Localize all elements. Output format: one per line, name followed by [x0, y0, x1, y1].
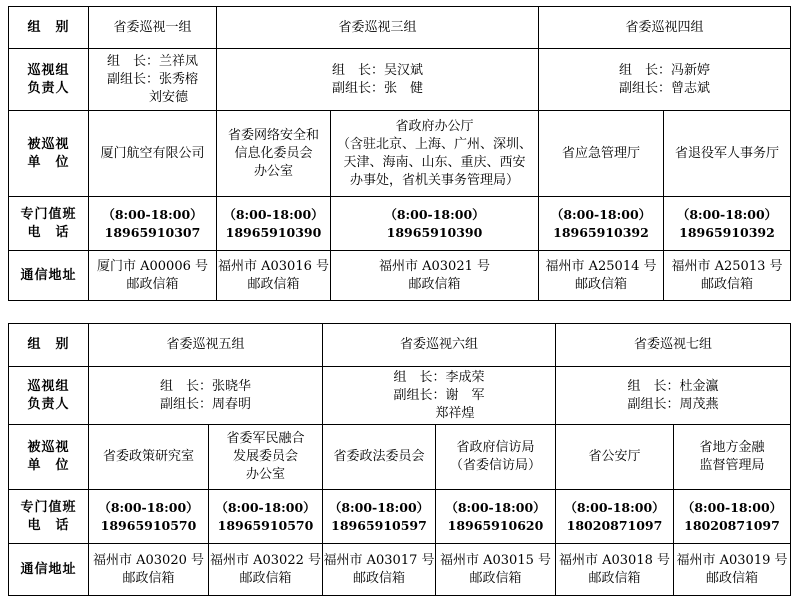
address-row	[9, 544, 791, 596]
group-name: 省委巡视六组	[323, 324, 556, 367]
leader-name: 组 长：李成荣	[393, 369, 485, 385]
leader-name: 组 长：杜金瀛	[627, 378, 719, 394]
leader-row	[9, 367, 791, 425]
address-cell: 福州市 A25014 号 邮政信箱	[539, 251, 664, 301]
leader-cell	[89, 367, 323, 425]
deputy-name: 副组长：周春明	[159, 396, 251, 412]
group-name: 省委巡视一组	[89, 7, 217, 49]
inspection-table-bottom	[8, 323, 791, 596]
address-cell: 福州市 A03022 号 邮政信箱	[209, 544, 323, 596]
deputy-name: 副组长：周茂燕	[627, 396, 719, 412]
target-row	[9, 425, 791, 490]
group-name: 省委巡视七组	[556, 324, 791, 367]
target-unit: 省政府办公厅 （含驻北京、上海、广州、深圳、 天津、海南、山东、重庆、西安 办事处，省机关事务管理局）	[331, 111, 539, 197]
phone-cell: （8:00-18:00） 18965910392	[539, 197, 664, 251]
leader-cell	[539, 49, 791, 111]
target-unit: 省应急管理厅	[539, 111, 664, 197]
phone-cell: （8:00-18:00） 18020871097	[674, 490, 791, 544]
leader-row	[9, 49, 791, 111]
leader-name: 组 长：冯新婷	[618, 62, 710, 78]
target-unit: 省地方金融 监督管理局	[674, 425, 791, 490]
phone-row	[9, 197, 791, 251]
leader-cell	[217, 49, 539, 111]
target-unit: 厦门航空有限公司	[89, 111, 217, 197]
leader-name: 组 长：兰祥凤	[106, 53, 198, 69]
deputy-name: 副组长：张 健	[331, 80, 423, 96]
leader-cell	[323, 367, 556, 425]
address-cell: 福州市 A03018 号 邮政信箱	[556, 544, 674, 596]
group-row	[9, 7, 791, 49]
group-header: 组 别	[9, 7, 89, 49]
target-header: 被巡视 单 位	[9, 111, 89, 197]
deputy-name-2: 刘安德	[148, 89, 188, 105]
leader-header: 巡视组 负责人	[9, 49, 89, 111]
phone-cell: （8:00-18:00） 18965910390	[331, 197, 539, 251]
address-cell: 福州市 A03015 号 邮政信箱	[436, 544, 556, 596]
leader-cell	[89, 49, 217, 111]
target-row	[9, 111, 791, 197]
target-unit: 省退役军人事务厅	[664, 111, 791, 197]
target-header: 被巡视 单 位	[9, 425, 89, 490]
phone-cell: （8:00-18:00） 18965910307	[89, 197, 217, 251]
group-name: 省委巡视四组	[539, 7, 791, 49]
address-header: 通信地址	[9, 251, 89, 301]
leader-name: 组 长：吴汉斌	[331, 62, 423, 78]
address-cell: 福州市 A03016 号 邮政信箱	[217, 251, 331, 301]
deputy-name: 副组长：曾志斌	[618, 80, 710, 96]
group-row	[9, 324, 791, 367]
target-unit: 省委军民融合 发展委员会 办公室	[209, 425, 323, 490]
address-cell: 厦门市 A00006 号 邮政信箱	[89, 251, 217, 301]
address-cell: 福州市 A03017 号 邮政信箱	[323, 544, 436, 596]
leader-name: 组 长：张晓华	[159, 378, 251, 394]
address-cell: 福州市 A03021 号 邮政信箱	[331, 251, 539, 301]
address-header: 通信地址	[9, 544, 89, 596]
deputy-name-2: 郑祥煌	[435, 405, 475, 421]
target-unit: 省公安厅	[556, 425, 674, 490]
target-unit: 省委网络安全和 信息化委员会 办公室	[217, 111, 331, 197]
deputy-name: 副组长：谢 军	[393, 387, 485, 403]
group-name: 省委巡视三组	[217, 7, 539, 49]
phone-cell: （8:00-18:00） 18965910597	[323, 490, 436, 544]
target-unit: 省委政策研究室	[89, 425, 209, 490]
group-name: 省委巡视五组	[89, 324, 323, 367]
phone-row	[9, 490, 791, 544]
phone-cell: （8:00-18:00） 18965910570	[209, 490, 323, 544]
phone-header: 专门值班 电 话	[9, 490, 89, 544]
phone-cell: （8:00-18:00） 18020871097	[556, 490, 674, 544]
address-row	[9, 251, 791, 301]
phone-cell: （8:00-18:00） 18965910390	[217, 197, 331, 251]
target-unit: 省委政法委员会	[323, 425, 436, 490]
phone-cell: （8:00-18:00） 18965910392	[664, 197, 791, 251]
deputy-name: 副组长：张秀榕	[106, 71, 198, 87]
address-cell: 福州市 A03019 号 邮政信箱	[674, 544, 791, 596]
target-unit: 省政府信访局 （省委信访局）	[436, 425, 556, 490]
group-header: 组 别	[9, 324, 89, 367]
inspection-table-top	[8, 6, 791, 301]
leader-header: 巡视组 负责人	[9, 367, 89, 425]
phone-cell: （8:00-18:00） 18965910570	[89, 490, 209, 544]
address-cell: 福州市 A25013 号 邮政信箱	[664, 251, 791, 301]
phone-cell: （8:00-18:00） 18965910620	[436, 490, 556, 544]
leader-cell	[556, 367, 791, 425]
address-cell: 福州市 A03020 号 邮政信箱	[89, 544, 209, 596]
phone-header: 专门值班 电 话	[9, 197, 89, 251]
